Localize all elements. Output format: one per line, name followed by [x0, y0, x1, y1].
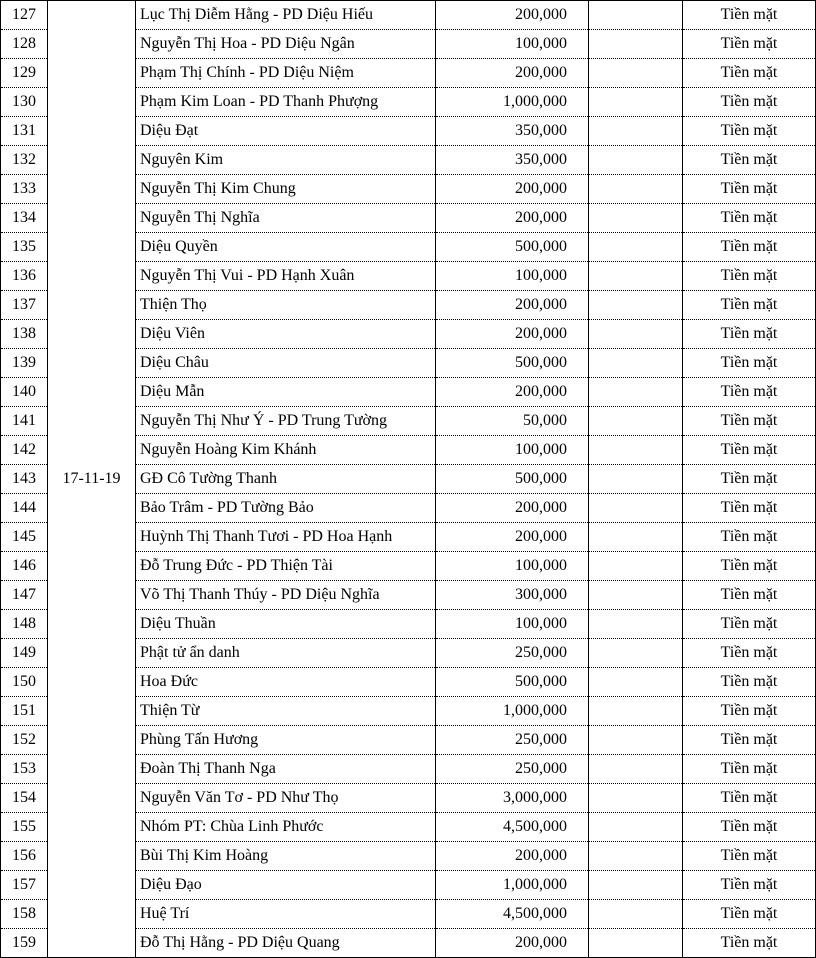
- row-number-cell: 128: [1, 30, 48, 59]
- payment-method-cell: Tiền mặt: [683, 871, 816, 900]
- empty-cell: [589, 146, 683, 175]
- donor-name-cell: Huỳnh Thị Thanh Tươi - PD Hoa Hạnh: [136, 523, 436, 552]
- amount-cell: 100,000: [436, 436, 589, 465]
- donor-name-cell: Diệu Viên: [136, 320, 436, 349]
- payment-method-cell: Tiền mặt: [683, 59, 816, 88]
- amount-cell: 200,000: [436, 523, 589, 552]
- donor-name-cell: Hoa Đức: [136, 668, 436, 697]
- payment-method-cell: Tiền mặt: [683, 668, 816, 697]
- empty-cell: [589, 349, 683, 378]
- donor-name-cell: Diệu Mẫn: [136, 378, 436, 407]
- amount-cell: 1,000,000: [436, 88, 589, 117]
- amount-cell: 250,000: [436, 755, 589, 784]
- amount-cell: 200,000: [436, 320, 589, 349]
- donor-name-cell: Phạm Kim Loan - PD Thanh Phượng: [136, 88, 436, 117]
- donor-name-cell: Bảo Trâm - PD Tường Bảo: [136, 494, 436, 523]
- row-number-cell: 127: [1, 1, 48, 30]
- empty-cell: [589, 117, 683, 146]
- amount-cell: 50,000: [436, 407, 589, 436]
- donor-name-cell: Nguyễn Thị Hoa - PD Diệu Ngân: [136, 30, 436, 59]
- amount-cell: 200,000: [436, 378, 589, 407]
- row-number-cell: 148: [1, 610, 48, 639]
- donor-name-cell: Diệu Đạt: [136, 117, 436, 146]
- empty-cell: [589, 320, 683, 349]
- payment-method-cell: Tiền mặt: [683, 117, 816, 146]
- amount-cell: 100,000: [436, 610, 589, 639]
- amount-cell: 300,000: [436, 581, 589, 610]
- payment-method-cell: Tiền mặt: [683, 30, 816, 59]
- row-number-cell: 129: [1, 59, 48, 88]
- payment-method-cell: Tiền mặt: [683, 726, 816, 755]
- donation-table-body: [1, 1, 816, 958]
- row-number-cell: 137: [1, 291, 48, 320]
- empty-cell: [589, 842, 683, 871]
- empty-cell: [589, 929, 683, 958]
- donor-name-cell: Đỗ Trung Đức - PD Thiện Tài: [136, 552, 436, 581]
- empty-cell: [589, 88, 683, 117]
- payment-method-cell: Tiền mặt: [683, 900, 816, 929]
- amount-cell: 3,000,000: [436, 784, 589, 813]
- row-number-cell: 147: [1, 581, 48, 610]
- row-number-cell: 143: [1, 465, 48, 494]
- empty-cell: [589, 1, 683, 30]
- row-number-cell: 144: [1, 494, 48, 523]
- row-number-cell: 139: [1, 349, 48, 378]
- empty-cell: [589, 610, 683, 639]
- row-number-cell: 159: [1, 929, 48, 958]
- empty-cell: [589, 755, 683, 784]
- amount-cell: 200,000: [436, 175, 589, 204]
- empty-cell: [589, 378, 683, 407]
- payment-method-cell: Tiền mặt: [683, 523, 816, 552]
- amount-cell: 100,000: [436, 30, 589, 59]
- amount-cell: 1,000,000: [436, 871, 589, 900]
- donor-name-cell: Thiện Thọ: [136, 291, 436, 320]
- empty-cell: [589, 204, 683, 233]
- row-number-cell: 135: [1, 233, 48, 262]
- empty-cell: [589, 407, 683, 436]
- amount-cell: 1,000,000: [436, 697, 589, 726]
- row-number-cell: 132: [1, 146, 48, 175]
- table-row: [1, 1, 816, 30]
- payment-method-cell: Tiền mặt: [683, 929, 816, 958]
- payment-method-cell: Tiền mặt: [683, 291, 816, 320]
- amount-cell: 200,000: [436, 1, 589, 30]
- empty-cell: [589, 465, 683, 494]
- empty-cell: [589, 494, 683, 523]
- empty-cell: [589, 813, 683, 842]
- row-number-cell: 131: [1, 117, 48, 146]
- payment-method-cell: Tiền mặt: [683, 784, 816, 813]
- amount-cell: 350,000: [436, 146, 589, 175]
- amount-cell: 200,000: [436, 291, 589, 320]
- empty-cell: [589, 871, 683, 900]
- payment-method-cell: Tiền mặt: [683, 349, 816, 378]
- empty-cell: [589, 436, 683, 465]
- donor-name-cell: Nguyễn Thị Như Ý - PD Trung Tường: [136, 407, 436, 436]
- payment-method-cell: Tiền mặt: [683, 407, 816, 436]
- donor-name-cell: Nguyễn Hoàng Kim Khánh: [136, 436, 436, 465]
- payment-method-cell: Tiền mặt: [683, 146, 816, 175]
- empty-cell: [589, 233, 683, 262]
- empty-cell: [589, 523, 683, 552]
- donor-name-cell: Đỗ Thị Hằng - PD Diệu Quang: [136, 929, 436, 958]
- payment-method-cell: Tiền mặt: [683, 842, 816, 871]
- payment-method-cell: Tiền mặt: [683, 697, 816, 726]
- donor-name-cell: Đoàn Thị Thanh Nga: [136, 755, 436, 784]
- amount-cell: 200,000: [436, 59, 589, 88]
- row-number-cell: 149: [1, 639, 48, 668]
- amount-cell: 200,000: [436, 929, 589, 958]
- payment-method-cell: Tiền mặt: [683, 88, 816, 117]
- empty-cell: [589, 291, 683, 320]
- payment-method-cell: Tiền mặt: [683, 1, 816, 30]
- amount-cell: 4,500,000: [436, 900, 589, 929]
- payment-method-cell: Tiền mặt: [683, 175, 816, 204]
- amount-cell: 500,000: [436, 349, 589, 378]
- donor-name-cell: Võ Thị Thanh Thúy - PD Diệu Nghĩa: [136, 581, 436, 610]
- empty-cell: [589, 726, 683, 755]
- payment-method-cell: Tiền mặt: [683, 378, 816, 407]
- donor-name-cell: Phật tử ẩn danh: [136, 639, 436, 668]
- empty-cell: [589, 900, 683, 929]
- row-number-cell: 150: [1, 668, 48, 697]
- row-number-cell: 133: [1, 175, 48, 204]
- donor-name-cell: Nhóm PT: Chùa Linh Phước: [136, 813, 436, 842]
- donor-name-cell: Lục Thị Diễm Hằng - PD Diệu Hiếu: [136, 1, 436, 30]
- donor-name-cell: Nguyễn Văn Tơ - PD Như Thọ: [136, 784, 436, 813]
- date-cell: 17-11-19: [48, 1, 136, 958]
- row-number-cell: 157: [1, 871, 48, 900]
- payment-method-cell: Tiền mặt: [683, 436, 816, 465]
- payment-method-cell: Tiền mặt: [683, 320, 816, 349]
- amount-cell: 200,000: [436, 494, 589, 523]
- empty-cell: [589, 581, 683, 610]
- amount-cell: 350,000: [436, 117, 589, 146]
- payment-method-cell: Tiền mặt: [683, 639, 816, 668]
- donor-name-cell: Phùng Tấn Hương: [136, 726, 436, 755]
- row-number-cell: 153: [1, 755, 48, 784]
- donor-name-cell: Diệu Thuần: [136, 610, 436, 639]
- amount-cell: 250,000: [436, 726, 589, 755]
- empty-cell: [589, 668, 683, 697]
- amount-cell: 200,000: [436, 842, 589, 871]
- payment-method-cell: Tiền mặt: [683, 233, 816, 262]
- payment-method-cell: Tiền mặt: [683, 581, 816, 610]
- amount-cell: 500,000: [436, 233, 589, 262]
- row-number-cell: 155: [1, 813, 48, 842]
- donor-name-cell: Thiện Từ: [136, 697, 436, 726]
- row-number-cell: 142: [1, 436, 48, 465]
- row-number-cell: 158: [1, 900, 48, 929]
- amount-cell: 500,000: [436, 465, 589, 494]
- payment-method-cell: Tiền mặt: [683, 552, 816, 581]
- row-number-cell: 136: [1, 262, 48, 291]
- row-number-cell: 141: [1, 407, 48, 436]
- empty-cell: [589, 175, 683, 204]
- empty-cell: [589, 59, 683, 88]
- amount-cell: 100,000: [436, 552, 589, 581]
- empty-cell: [589, 697, 683, 726]
- donor-name-cell: Phạm Thị Chính - PD Diệu Niệm: [136, 59, 436, 88]
- row-number-cell: 146: [1, 552, 48, 581]
- row-number-cell: 140: [1, 378, 48, 407]
- donor-name-cell: Nguyễn Thị Vui - PD Hạnh Xuân: [136, 262, 436, 291]
- row-number-cell: 151: [1, 697, 48, 726]
- amount-cell: 500,000: [436, 668, 589, 697]
- donor-name-cell: Nguyễn Thị Nghĩa: [136, 204, 436, 233]
- row-number-cell: 130: [1, 88, 48, 117]
- row-number-cell: 154: [1, 784, 48, 813]
- donor-name-cell: Nguyên Kim: [136, 146, 436, 175]
- donor-name-cell: Diệu Đạo: [136, 871, 436, 900]
- empty-cell: [589, 639, 683, 668]
- donor-name-cell: GĐ Cô Tường Thanh: [136, 465, 436, 494]
- empty-cell: [589, 552, 683, 581]
- payment-method-cell: Tiền mặt: [683, 610, 816, 639]
- payment-method-cell: Tiền mặt: [683, 813, 816, 842]
- row-number-cell: 134: [1, 204, 48, 233]
- payment-method-cell: Tiền mặt: [683, 204, 816, 233]
- amount-cell: 200,000: [436, 204, 589, 233]
- donor-name-cell: Bùi Thị Kim Hoàng: [136, 842, 436, 871]
- amount-cell: 250,000: [436, 639, 589, 668]
- row-number-cell: 152: [1, 726, 48, 755]
- amount-cell: 4,500,000: [436, 813, 589, 842]
- row-number-cell: 145: [1, 523, 48, 552]
- empty-cell: [589, 784, 683, 813]
- donor-name-cell: Diệu Châu: [136, 349, 436, 378]
- empty-cell: [589, 30, 683, 59]
- payment-method-cell: Tiền mặt: [683, 755, 816, 784]
- donor-name-cell: Nguyễn Thị Kim Chung: [136, 175, 436, 204]
- payment-method-cell: Tiền mặt: [683, 262, 816, 291]
- donor-name-cell: Huệ Trí: [136, 900, 436, 929]
- row-number-cell: 156: [1, 842, 48, 871]
- row-number-cell: 138: [1, 320, 48, 349]
- donor-name-cell: Diệu Quyền: [136, 233, 436, 262]
- payment-method-cell: Tiền mặt: [683, 465, 816, 494]
- empty-cell: [589, 262, 683, 291]
- amount-cell: 100,000: [436, 262, 589, 291]
- payment-method-cell: Tiền mặt: [683, 494, 816, 523]
